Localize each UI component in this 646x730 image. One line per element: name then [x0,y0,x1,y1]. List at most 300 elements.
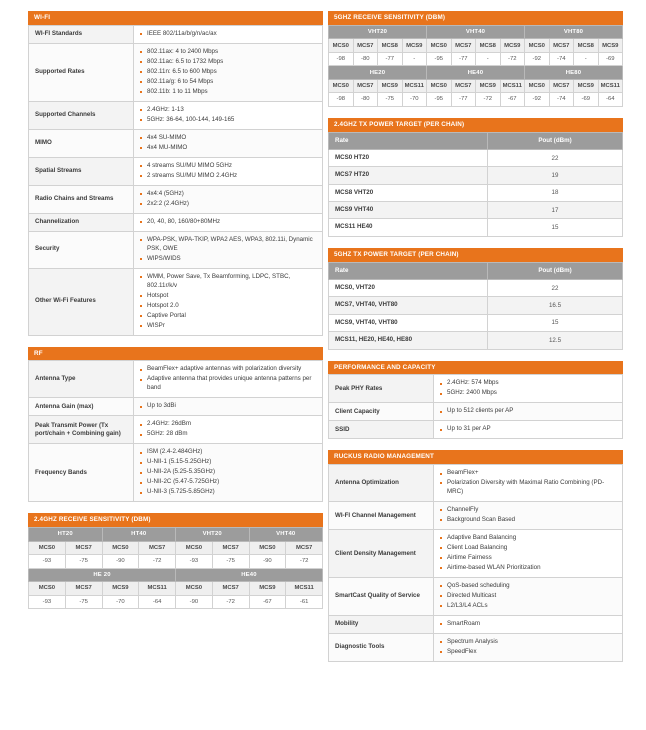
column-header-pout: Pout (dBm) [488,262,623,279]
mcs-header-cell: MCS0 [329,79,354,92]
data-cell: -77 [451,52,476,65]
section-radio-management [328,450,623,662]
pout-cell: 15 [488,219,623,236]
data-cell: -74 [549,93,574,106]
bullet-item: SmartRoam [438,620,617,629]
mcs-header-cell: MCS9 [249,582,286,595]
row-value [134,185,323,213]
data-cell: - [476,52,501,65]
bullet-list [438,620,617,629]
section-performance [328,361,623,440]
table-row [329,578,623,616]
column-header-rate: Rate [329,262,488,279]
bullet-item: BeamFlex+ adaptive antennas with polarization diversity [138,365,317,374]
row-label: Supported Channels [29,101,134,129]
bullet-list [138,134,317,153]
pout-cell: 16.5 [488,297,623,314]
bullet-item: 2.4GHz: 1-13 [138,106,317,115]
pout-cell: 18 [488,184,623,201]
mcs-header-cell: MCS9 [102,582,139,595]
row-label: WI-FI Channel Management [329,502,434,530]
bullet-item: QoS-based scheduling [438,582,617,591]
mcs-header-cell: MCS0 [329,39,354,52]
row-value [134,361,323,398]
right-column [328,11,623,673]
row-value [134,444,323,502]
section-wifi [28,11,323,336]
pout-cell: 22 [488,150,623,167]
table-row [29,157,323,185]
data-cell: -64 [598,93,623,106]
section-tx-5ghz [328,248,623,350]
row-value [434,403,623,421]
bullet-item: Directed Multicast [438,592,617,601]
row-label: SmartCast Quality of Service [329,578,434,616]
row-label: Frequency Bands [29,444,134,502]
table-row [329,375,623,403]
data-cell: -93 [176,555,213,568]
data-cell: -77 [451,93,476,106]
table-tx-5ghz [328,262,623,350]
bullet-item: Adaptive Band Balancing [438,534,617,543]
group-header-cell: HT20 [29,528,103,541]
row-value [134,231,323,268]
bullet-list [138,420,317,439]
bullet-list [138,48,317,97]
table-wifi-body [29,25,323,335]
table-row [29,361,323,398]
row-label: Supported Rates [29,43,134,101]
group-header-cell: HE 20 [29,568,176,581]
row-value [434,375,623,403]
table-row [329,297,623,314]
bullet-list [438,425,617,434]
mcs-header-cell: MCS7 [549,79,574,92]
mcs-header-cell: MCS7 [451,39,476,52]
data-cell: -98 [329,52,354,65]
bullet-item: Client Load Balancing [438,544,617,553]
bullet-list [138,273,317,331]
row-value [134,25,323,43]
table-row [329,465,623,502]
row-label: Antenna Type [29,361,134,398]
mcs-header-cell: MCS9 [574,79,599,92]
row-value [134,157,323,185]
bullet-list [438,534,617,573]
table-row [329,52,623,65]
table-row [329,184,623,201]
row-value [434,530,623,578]
table-rf [28,360,323,502]
bullet-item: 5GHz: 36-64, 100-144, 149-165 [138,116,317,125]
bullet-list [138,106,317,125]
bullet-item: SpeedFlex [438,648,617,657]
data-cell: -80 [353,93,378,106]
row-value [134,101,323,129]
data-cell: -92 [525,93,550,106]
data-cell: -93 [29,595,66,608]
column-header-rate: Rate [329,132,488,149]
table-row [29,398,323,416]
data-cell: -95 [427,52,452,65]
pout-cell: 15 [488,314,623,331]
table-row [329,25,623,38]
table-row [29,528,323,541]
table-row [29,213,323,231]
bullet-item: U-NII-1 (5.15-5.25GHz) [138,458,317,467]
bullet-list [138,365,317,393]
column-header-pout: Pout (dBm) [488,132,623,149]
bullet-item: 802.11n: 6.5 to 600 Mbps [138,68,317,77]
mcs-header-cell: MCS11 [286,582,323,595]
bullet-item: 802.11ax: 4 to 2400 Mbps [138,48,317,57]
data-cell: -67 [249,595,286,608]
bullet-item: Up to 3dBi [138,402,317,411]
bullet-item: U-NII-2C (5.47-5.725GHz) [138,478,317,487]
table-row [29,416,323,444]
row-value [434,578,623,616]
table-header-row [329,262,623,279]
bullet-list [438,379,617,398]
mcs-header-cell: MCS0 [102,541,139,554]
bullet-list [138,30,317,39]
bullet-item: IEEE 802/11a/b/g/n/ac/ax [138,30,317,39]
bullet-item: Airtime-based WLAN Prioritization [438,564,617,573]
group-header-cell: VHT20 [329,25,427,38]
mcs-header-cell: MCS0 [29,582,66,595]
table-rx-5ghz [328,25,623,107]
row-label: MIMO [29,129,134,157]
mcs-header-cell: MCS0 [176,582,213,595]
mcs-header-cell: MCS9 [476,79,501,92]
table-row [29,101,323,129]
row-value [134,129,323,157]
bullet-item: U-NII-2A (5.25-5.35GHz) [138,468,317,477]
data-cell: -93 [29,555,66,568]
table-row [29,185,323,213]
row-label: Channelization [29,213,134,231]
row-value [134,43,323,101]
row-label: SSID [329,421,434,439]
bullet-item: Adaptive antenna that provides unique antenna patterns per band [138,375,317,393]
mcs-header-cell: MCS7 [353,79,378,92]
bullet-item: 4 streams SU/MU MIMO 5GHz [138,162,317,171]
mcs-header-cell: MCS7 [212,541,249,554]
bullet-list [138,162,317,181]
mcs-header-cell: MCS7 [212,582,249,595]
row-label: Diagnostic Tools [329,634,434,662]
bullet-item: 802.11a/g: 6 to 54 Mbps [138,78,317,87]
bullet-item: 4x4 SU-MIMO [138,134,317,143]
row-label: Radio Chains and Streams [29,185,134,213]
mcs-header-cell: MCS11 [500,79,525,92]
mcs-header-cell: MCS7 [65,582,102,595]
bullet-item: Up to 512 clients per AP [438,407,617,416]
mcs-header-cell: MCS7 [286,541,323,554]
section-rx-24ghz [28,513,323,609]
data-cell: -69 [574,93,599,106]
table-row [329,202,623,219]
group-header-cell: HE80 [525,66,623,79]
rate-cell: MCS0, VHT20 [329,280,488,297]
row-value [434,465,623,502]
bullet-item: Polarization Diversity with Maximal Ratio Combining (PD-MRC) [438,479,617,497]
bullet-item: 2 streams SU/MU MIMO 2.4GHz [138,172,317,181]
row-label: Antenna Gain (max) [29,398,134,416]
pout-cell: 19 [488,167,623,184]
bullet-item: Hotspot 2.0 [138,302,317,311]
bullet-item: ISM (2.4-2.484GHz) [138,448,317,457]
bullet-list [438,506,617,525]
bullet-list [138,448,317,497]
group-header-cell: VHT80 [525,25,623,38]
rate-cell: MCS11 HE40 [329,219,488,236]
table-row [329,530,623,578]
group-header-cell: HE40 [176,568,323,581]
section-header-rf: RF [28,347,323,361]
table-row [329,79,623,92]
row-label: WI-FI Standards [29,25,134,43]
bullet-item: 2x2:2 (2.4GHz) [138,200,317,209]
table-row [329,93,623,106]
table-rx-24ghz [28,527,323,609]
row-value [434,616,623,634]
mcs-header-cell: MCS9 [598,39,623,52]
table-row [329,403,623,421]
bullet-item: Up to 31 per AP [438,425,617,434]
bullet-list [438,469,617,497]
section-header-rx-24ghz: 2.4GHZ RECEIVE SENSITIVITY (DBM) [28,513,323,527]
row-value [434,634,623,662]
bullet-list [438,582,617,611]
data-cell: -92 [525,52,550,65]
bullet-list [438,407,617,416]
table-row [329,66,623,79]
bullet-item: 4x4:4 (5GHz) [138,190,317,199]
section-header-rx-5ghz: 5GHZ RECEIVE SENSITIVITY (DBM) [328,11,623,25]
data-cell: -77 [378,52,403,65]
table-row [29,129,323,157]
mcs-header-cell: MCS0 [176,541,213,554]
bullet-list [138,402,317,411]
section-header-radio-management: RUCKUS RADIO MANAGEMENT [328,450,623,464]
mcs-header-cell: MCS0 [427,79,452,92]
data-cell: -64 [139,595,176,608]
mcs-header-cell: MCS9 [378,79,403,92]
left-column [28,11,323,620]
table-performance-body [329,375,623,439]
group-header-cell: HE20 [329,66,427,79]
row-label: Mobility [329,616,434,634]
rate-cell: MCS7, VHT40, VHT80 [329,297,488,314]
bullet-item: 4x4 MU-MIMO [138,144,317,153]
data-cell: -72 [500,52,525,65]
pout-cell: 12.5 [488,332,623,349]
mcs-header-cell: MCS8 [476,39,501,52]
bullet-item: 5GHz: 28 dBm [138,430,317,439]
bullet-item: BeamFlex+ [438,469,617,478]
data-cell: -75 [65,595,102,608]
bullet-list [138,218,317,227]
table-row [329,502,623,530]
data-cell: -70 [102,595,139,608]
row-label: Client Density Management [329,530,434,578]
table-row [29,25,323,43]
bullet-item: 20, 40, 80, 160/80+80MHz [138,218,317,227]
bullet-item: 5GHz: 2400 Mbps [438,389,617,398]
data-cell: -70 [402,93,427,106]
data-cell: - [574,52,599,65]
bullet-item: 802.11b: 1 to 11 Mbps [138,88,317,97]
table-row [329,634,623,662]
data-cell: -61 [286,595,323,608]
table-wifi [28,25,323,336]
section-header-tx-24ghz: 2.4GHZ TX POWER TARGET (PER CHAIN) [328,118,623,132]
table-row [29,541,323,554]
mcs-header-cell: MCS0 [525,79,550,92]
bullet-item: Background Scan Based [438,516,617,525]
data-cell: -90 [249,555,286,568]
section-header-wifi: WI-FI [28,11,323,25]
row-value [434,421,623,439]
table-row [29,568,323,581]
group-header-cell: VHT40 [427,25,525,38]
table-row [29,268,323,335]
table-row [329,219,623,236]
pout-cell: 17 [488,202,623,219]
table-row [329,39,623,52]
row-label: Peak Transmit Power (Tx port/chain + Combining gain) [29,416,134,444]
group-header-cell: HT40 [102,528,176,541]
rate-cell: MCS0 HT20 [329,150,488,167]
row-label: Security [29,231,134,268]
rate-cell: MCS9, VHT40, VHT80 [329,314,488,331]
data-cell: -90 [176,595,213,608]
data-cell: -74 [549,52,574,65]
bullet-item: 2.4GHz: 574 Mbps [438,379,617,388]
mcs-header-cell: MCS0 [427,39,452,52]
group-header-cell: VHT20 [176,528,250,541]
data-cell: - [402,52,427,65]
row-label: Spatial Streams [29,157,134,185]
table-row [329,167,623,184]
table-radio-management [328,464,623,662]
bullet-item: Captive Portal [138,312,317,321]
data-cell: -75 [212,555,249,568]
table-row [329,150,623,167]
data-cell: -69 [598,52,623,65]
table-performance [328,374,623,439]
row-label: Peak PHY Rates [329,375,434,403]
table-row [29,555,323,568]
group-header-cell: VHT40 [249,528,323,541]
table-row [329,421,623,439]
mcs-header-cell: MCS11 [598,79,623,92]
row-label: Antenna Optimization [329,465,434,502]
mcs-header-cell: MCS0 [29,541,66,554]
table-row [329,616,623,634]
table-rx-24ghz-body [29,528,323,609]
rate-cell: MCS8 VHT20 [329,184,488,201]
row-value [134,398,323,416]
mcs-header-cell: MCS7 [549,39,574,52]
bullet-item: Spectrum Analysis [438,638,617,647]
mcs-header-cell: MCS8 [378,39,403,52]
table-row [29,43,323,101]
table-row [29,231,323,268]
data-cell: -67 [500,93,525,106]
rate-cell: MCS7 HT20 [329,167,488,184]
bullet-item: Hotspot [138,292,317,301]
data-cell: -95 [427,93,452,106]
row-value [134,213,323,231]
table-row [329,332,623,349]
data-cell: -98 [329,93,354,106]
table-row [29,595,323,608]
row-value [134,268,323,335]
data-cell: -90 [102,555,139,568]
row-value [134,416,323,444]
row-value [434,502,623,530]
bullet-list [438,638,617,657]
data-cell: -80 [353,52,378,65]
table-row [329,314,623,331]
bullet-item: WMM, Power Save, Tx Beamforming, LDPC, STBC, 802.11r/k/v [138,273,317,291]
bullet-item: WISPr [138,322,317,331]
table-rx-5ghz-body [329,25,623,106]
mcs-header-cell: MCS0 [249,541,286,554]
table-rf-body [29,361,323,502]
bullet-item: ChannelFly [438,506,617,515]
bullet-list [138,190,317,209]
mcs-header-cell: MCS7 [139,541,176,554]
bullet-list [138,236,317,264]
bullet-item: Airtime Fairness [438,554,617,563]
table-tx-24ghz [328,132,623,237]
row-label: Client Capacity [329,403,434,421]
mcs-header-cell: MCS11 [402,79,427,92]
section-header-tx-5ghz: 5GHZ TX POWER TARGET (PER CHAIN) [328,248,623,262]
bullet-item: WIPS/WIDS [138,255,317,264]
mcs-header-cell: MCS7 [65,541,102,554]
group-header-cell: HE40 [427,66,525,79]
data-cell: -75 [65,555,102,568]
section-rx-5ghz [328,11,623,107]
bullet-item: 2.4GHz: 26dBm [138,420,317,429]
bullet-item: L2/L3/L4 ACLs [438,602,617,611]
table-radio-management-body [329,465,623,662]
section-rf [28,347,323,503]
mcs-header-cell: MCS7 [353,39,378,52]
mcs-header-cell: MCS7 [451,79,476,92]
table-tx-24ghz-body [329,132,623,236]
mcs-header-cell: MCS9 [500,39,525,52]
table-row [329,280,623,297]
mcs-header-cell: MCS11 [139,582,176,595]
bullet-item: 802.11ac: 6.5 to 1732 Mbps [138,58,317,67]
mcs-header-cell: MCS0 [525,39,550,52]
data-cell: -72 [286,555,323,568]
mcs-header-cell: MCS9 [402,39,427,52]
data-cell: -72 [476,93,501,106]
section-tx-24ghz [328,118,623,237]
table-header-row [329,132,623,149]
bullet-item: U-NII-3 (5.725-5.85GHz) [138,488,317,497]
rate-cell: MCS11, HE20, HE40, HE80 [329,332,488,349]
table-row [29,444,323,502]
data-cell: -72 [212,595,249,608]
section-header-performance: PERFORMANCE AND CAPACITY [328,361,623,375]
